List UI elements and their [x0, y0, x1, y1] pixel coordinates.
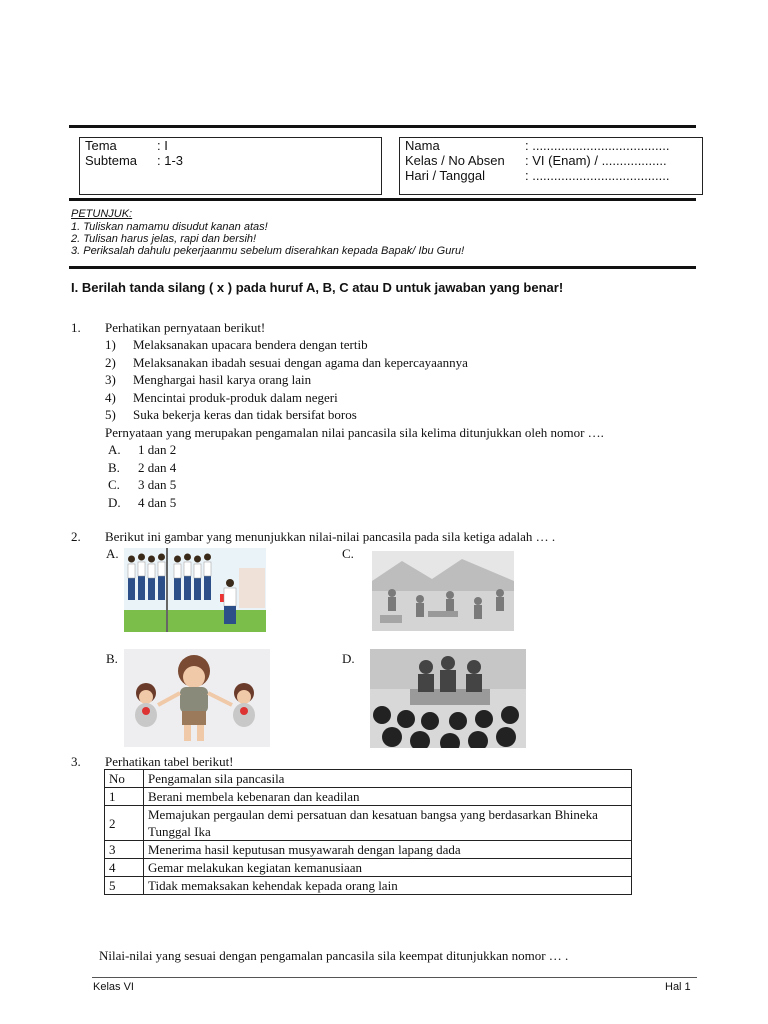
table-cell: 3 [105, 841, 144, 859]
children-fighting-image[interactable] [124, 649, 270, 747]
top-rule [69, 125, 696, 128]
tema-value: : I [157, 138, 168, 153]
petunjuk-title: PETUNJUK: [71, 208, 133, 220]
statement-text: Melaksanakan upacara bendera dengan tertib [133, 337, 368, 352]
option-text: 4 dan 5 [138, 495, 177, 510]
option-letter: D. [108, 495, 121, 510]
footer-class: Kelas VI [93, 981, 134, 993]
hari-field: : ...................................... [525, 168, 670, 183]
table-cell: 1 [105, 788, 144, 806]
option-label-b[interactable]: B. [106, 651, 118, 666]
footer-rule [92, 977, 697, 978]
option-text: 3 dan 5 [138, 477, 177, 492]
table-cell: 5 [105, 877, 144, 895]
gotong-royong-image[interactable] [372, 551, 514, 631]
question-number: 2. [71, 529, 81, 544]
option-label-c[interactable]: C. [342, 546, 354, 561]
table-cell: Berani membela kebenaran dan keadilan [144, 788, 632, 806]
subtema-label: Subtema [85, 153, 138, 168]
table-row [105, 806, 632, 841]
table-header-cell: No [105, 770, 144, 788]
table-cell: Gemar melakukan kegiatan kemanusiaan [144, 859, 632, 877]
option-letter: C. [108, 477, 120, 492]
table-cell: 4 [105, 859, 144, 877]
petunjuk-item: 2. Tulisan harus jelas, rapi dan bersih! [71, 233, 257, 245]
table-row [105, 841, 632, 859]
question-text: Perhatikan tabel berikut! [105, 754, 234, 769]
question-number: 1. [71, 320, 81, 335]
table-cell: Memajukan pergaulan demi persatuan dan kesatuan bangsa yang berdasarkan Bhineka Tunggal Ika [144, 806, 632, 841]
table-header-row [105, 770, 632, 788]
table-row [105, 788, 632, 806]
table-header-cell: Pengamalan sila pancasila [144, 770, 632, 788]
option-label-a[interactable]: A. [106, 546, 119, 561]
question-text: Perhatikan pernyataan berikut! [105, 320, 266, 335]
table-row [105, 859, 632, 877]
statement-number: 2) [105, 355, 116, 370]
option-label-d[interactable]: D. [342, 651, 355, 666]
subtema-value: : 1-3 [157, 153, 184, 168]
question-1 [0, 319, 768, 519]
tema-label: Tema [85, 138, 117, 153]
statement-number: 3) [105, 372, 116, 387]
meeting-image[interactable] [370, 649, 526, 748]
hari-label: Hari / Tanggal [405, 168, 485, 183]
petunjuk-item: 1. Tuliskan namamu disudut kanan atas! [71, 221, 268, 233]
section-title: I. Berilah tanda silang ( x ) pada huruf A, B, C atau D untuk jawaban yang benar! [71, 280, 564, 295]
nama-label: Nama [405, 138, 440, 153]
question-number: 3. [71, 754, 81, 769]
statement-text: Melaksanakan ibadah sesuai dengan agama dan kepercayaannya [133, 355, 468, 370]
page-number: Hal 1 [665, 981, 691, 993]
statement-text: Mencintai produk-produk dalam negeri [133, 390, 338, 405]
option-text: 2 dan 4 [138, 460, 177, 475]
question-3-prompt: Nilai-nilai yang sesuai dengan pengamalan pancasila sila keempat ditunjukkan nomor … . [99, 948, 569, 963]
table-cell: Tidak memaksakan kehendak kepada orang lain [144, 877, 632, 895]
statement-text: Menghargai hasil karya orang lain [133, 372, 312, 387]
option-text: 1 dan 2 [138, 442, 177, 457]
statement-text: Suka bekerja keras dan tidak bersifat boros [133, 407, 357, 422]
statement-number: 4) [105, 390, 116, 405]
option-letter: A. [108, 442, 121, 457]
header-bottom-rule [69, 198, 696, 201]
statement-number: 5) [105, 407, 116, 422]
question-prompt: Pernyataan yang merupakan pengamalan nilai pancasila sila kelima ditunjukkan oleh nomor …. [105, 425, 604, 440]
table-cell: Menerima hasil keputusan musyawarah dengan lapang dada [144, 841, 632, 859]
nama-field: : ...................................... [525, 138, 670, 153]
statement-number: 1) [105, 337, 116, 352]
kelas-field: : VI (Enam) / .................. [525, 153, 667, 168]
ceremony-image[interactable] [124, 548, 266, 632]
petunjuk-item: 3. Periksalah dahulu pekerjaanmu sebelum diserahkan kepada Bapak/ Ibu Guru! [71, 245, 465, 257]
pengamalan-table [104, 769, 632, 895]
petunjuk-bottom-rule [69, 266, 696, 269]
kelas-label: Kelas / No Absen [405, 153, 505, 168]
table-cell: 2 [105, 806, 144, 841]
question-text: Berikut ini gambar yang menunjukkan nilai-nilai pancasila pada sila ketiga adalah … . [105, 529, 556, 544]
table-row [105, 877, 632, 895]
option-letter: B. [108, 460, 120, 475]
